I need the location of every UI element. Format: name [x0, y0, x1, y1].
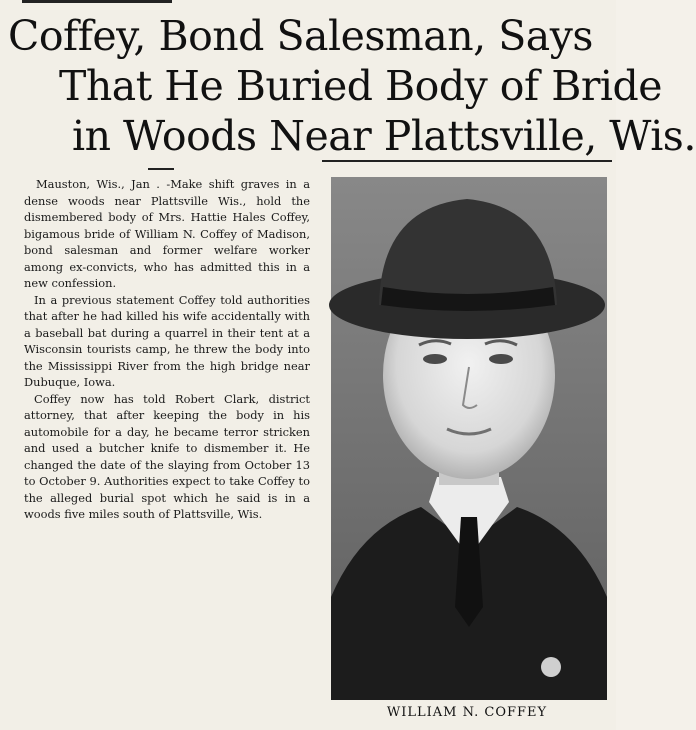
photo-caption: WILLIAM N. COFFEY: [386, 705, 548, 720]
headline-line-2: That He Buried Body of Bride: [59, 62, 663, 110]
photo-top-rule: [322, 160, 612, 162]
headline-line-3: in Woods Near Plattsville, Wis.: [72, 112, 696, 160]
headline-separator: [148, 168, 174, 170]
article-paragraph-3: Coffey now has told Robert Clark, district attorney, that after keeping the body in his automobile for a day, he became terror stricken and used a butcher knife to dismember it. He changed the date of the slaying from October 13 to October 9. Authorities expect to take Coffey to the alleged burial spot which he said is in a woods five miles south of Plattsville, Wis.: [24, 391, 310, 521]
article-paragraph-2: In a previous statement Coffey told authorities that after he had killed his wife accidentally with a baseball bat during a quarrel in their tent at a Wisconsin tourists camp, he threw the body into the Mississippi River from the high bridge near Dubuque, Iowa.: [24, 292, 310, 389]
headline-line-1: Coffey, Bond Salesman, Says: [8, 12, 593, 60]
top-rule: [22, 0, 172, 3]
portrait-photo: [331, 177, 607, 700]
portrait-image: [331, 177, 607, 700]
article-paragraph-1: Mauston, Wis., Jan . -Make shift graves in a dense woods near Plattsville Wis., hold the dismembered body of Mrs. Hattie Hales Coffey, bigamous bride of William N. Coffey of Madison, bond salesman and former welfare worker among ex-convicts, who has admitted this in a new confession.: [24, 177, 310, 290]
article-body: [24, 176, 310, 523]
